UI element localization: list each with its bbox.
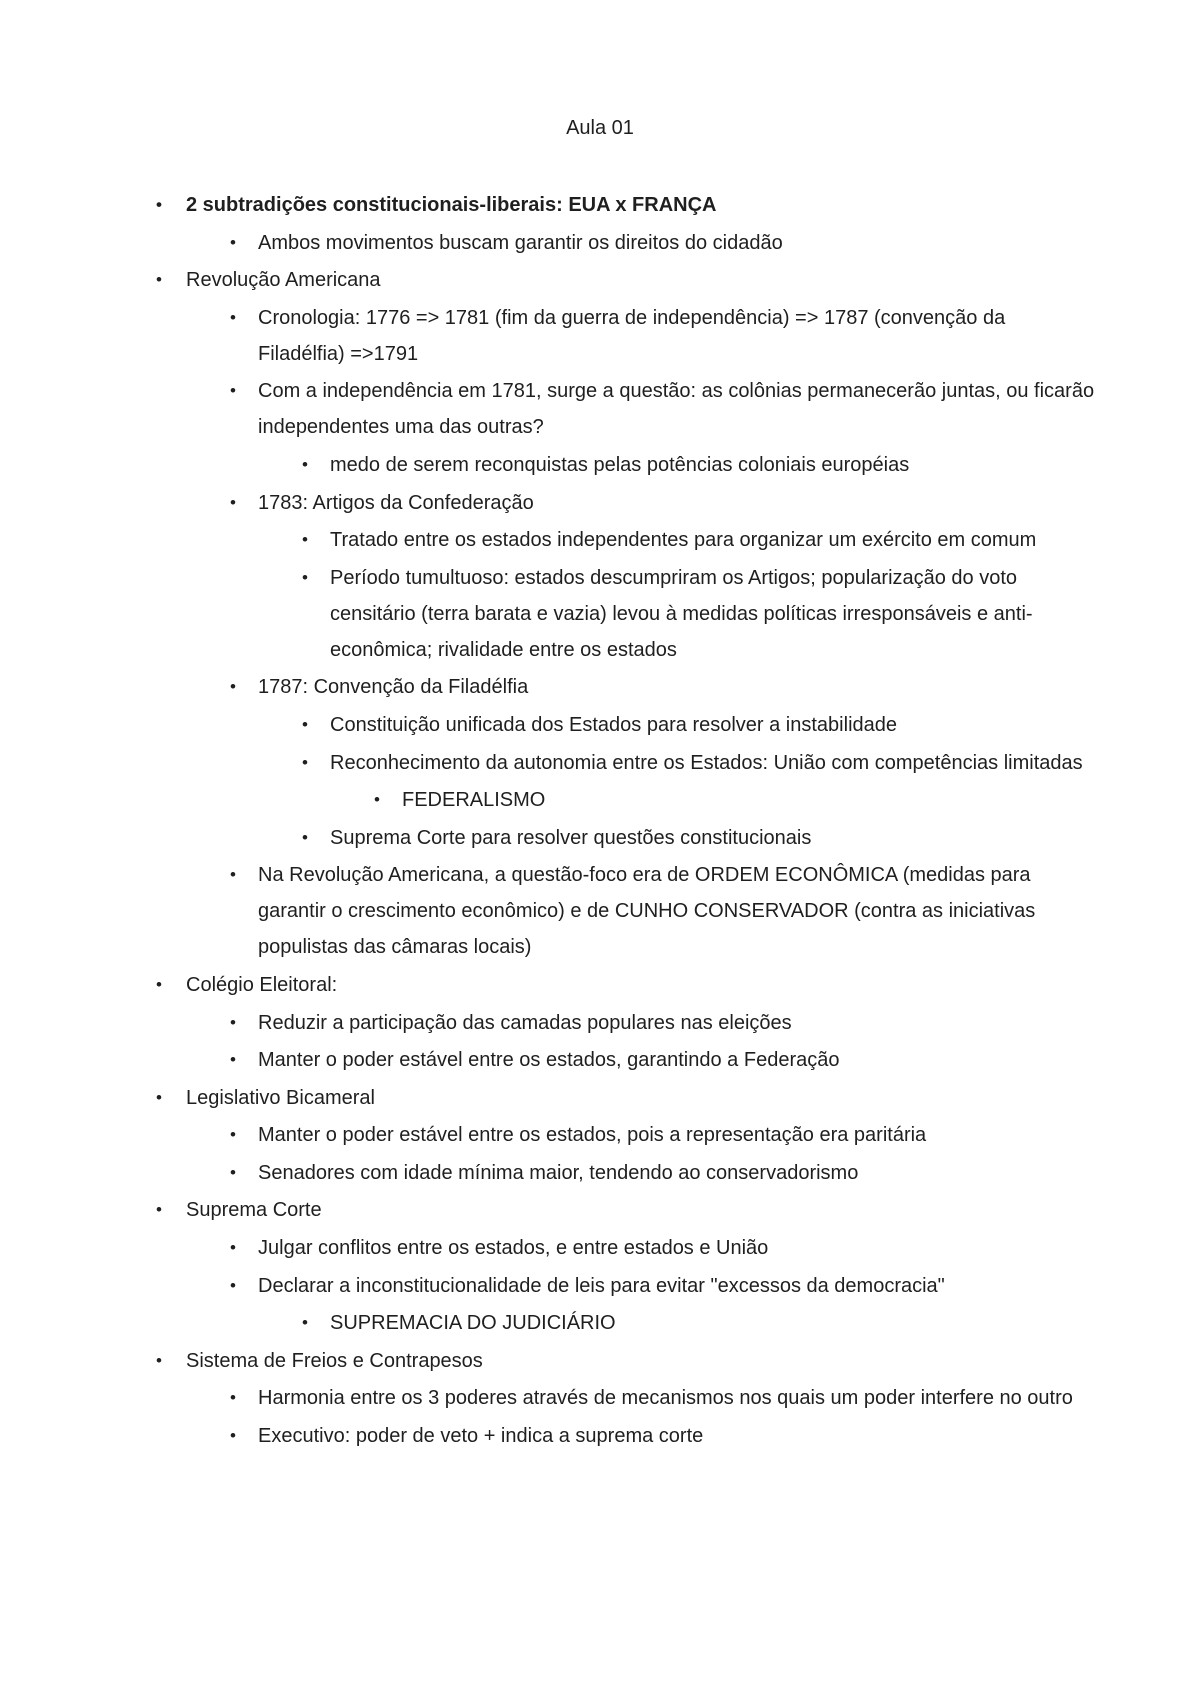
outline-item-level-2: • Executivo: poder de veto + indica a suprema corte <box>0 1418 1096 1454</box>
outline-item-level-2: • Manter o poder estável entre os estados, garantindo a Federação <box>0 1042 1096 1078</box>
outline-item-level-3: • Período tumultuoso: estados descumpriram os Artigos; popularização do voto censitário (terra barata e vazia) levou à medidas políticas irresponsáveis e anti-econômica; rivalidade entre os estados <box>0 560 1100 668</box>
outline-item-level-1: • 2 subtradições constitucionais-liberais: EUA x FRANÇA <box>0 187 1086 223</box>
outline-item-level-2: • 1783: Artigos da Confederação <box>0 485 1096 521</box>
outline-item-level-2: • Na Revolução Americana, a questão-foco era de ORDEM ECONÔMICA (medidas para garantir o crescimento econômico) e de CUNHO CONSERVADOR (contra as iniciativas populistas das câmaras locais) <box>0 857 1096 965</box>
outline-item-level-2: • Manter o poder estável entre os estados, pois a representação era paritária <box>0 1117 1096 1153</box>
outline-item-level-2: • Senadores com idade mínima maior, tendendo ao conservadorismo <box>0 1155 1096 1191</box>
outline-item-level-2: • Ambos movimentos buscam garantir os direitos do cidadão <box>0 225 1096 261</box>
outline-item-level-2: • Harmonia entre os 3 poderes através de mecanismos nos quais um poder interfere no outro <box>0 1380 1096 1416</box>
outline-item-level-3: • Reconhecimento da autonomia entre os Estados: União com competências limitadas <box>0 745 1100 781</box>
outline-item-level-3: • Suprema Corte para resolver questões constitucionais <box>0 820 1100 856</box>
outline-item-level-1: • Sistema de Freios e Contrapesos <box>0 1343 1086 1379</box>
outline-item-level-3: • medo de serem reconquistas pelas potências coloniais européias <box>0 447 1100 483</box>
outline-item-level-2: • Com a independência em 1781, surge a questão: as colônias permanecerão juntas, ou ficarão independentes uma das outras? <box>0 373 1096 445</box>
outline-item-level-4: • FEDERALISMO <box>0 782 1102 818</box>
outline-item-level-1: • Legislativo Bicameral <box>0 1080 1086 1116</box>
outline-item-level-1: • Suprema Corte <box>0 1192 1086 1228</box>
outline-item-level-2: • Declarar a inconstitucionalidade de leis para evitar "excessos da democracia" <box>0 1268 1096 1304</box>
outline-item-level-1: • Revolução Americana <box>0 262 1086 298</box>
outline-item-level-1: • Colégio Eleitoral: <box>0 967 1086 1003</box>
outline-item-level-3: • Constituição unificada dos Estados para resolver a instabilidade <box>0 707 1100 743</box>
outline-item-level-2: • Cronologia: 1776 => 1781 (fim da guerra de independência) => 1787 (convenção da Filadélfia) =>1791 <box>0 300 1096 372</box>
page-title: Aula 01 <box>566 117 634 139</box>
outline-item-level-2: • 1787: Convenção da Filadélfia <box>0 669 1096 705</box>
outline-item-level-3: • Tratado entre os estados independentes para organizar um exército em comum <box>0 522 1100 558</box>
outline-item-level-2: • Reduzir a participação das camadas populares nas eleições <box>0 1005 1096 1041</box>
outline-item-level-3: • SUPREMACIA DO JUDICIÁRIO <box>0 1305 1100 1341</box>
bullet-outline <box>0 187 1200 1456</box>
outline-item-level-2: • Julgar conflitos entre os estados, e entre estados e União <box>0 1230 1096 1266</box>
